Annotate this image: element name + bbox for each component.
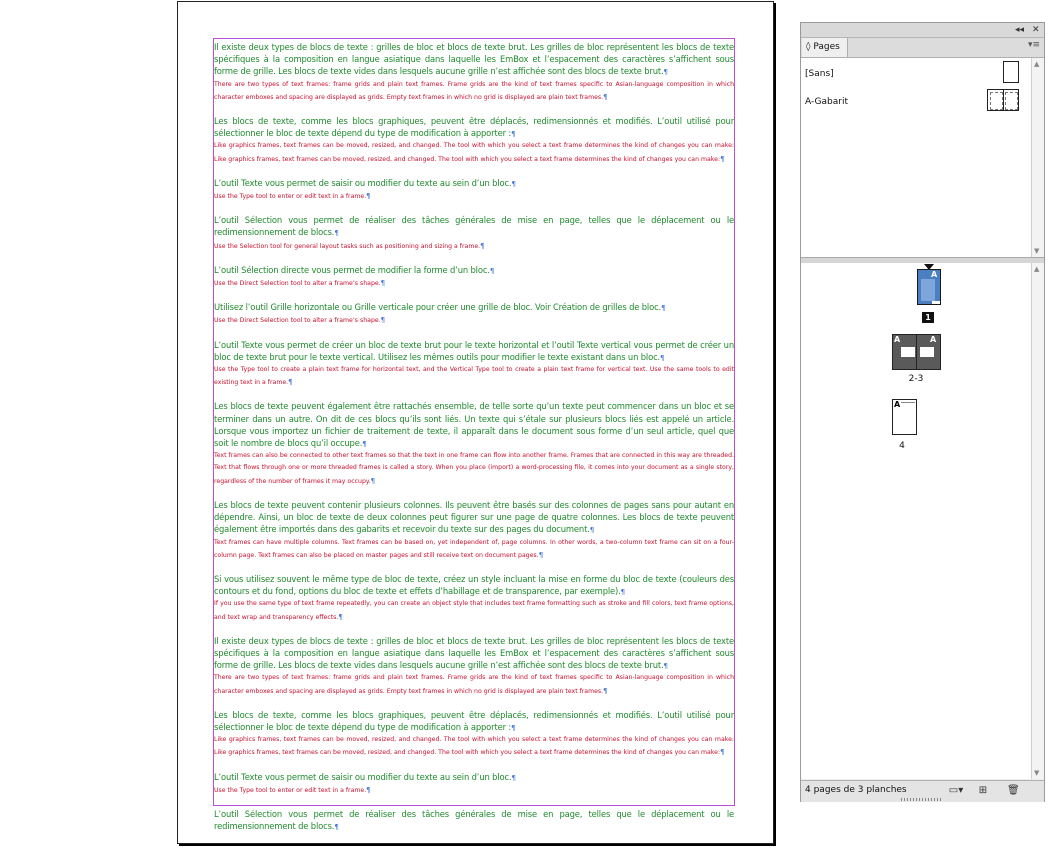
french-text: L’outil Texte vous permet de saisir ou modifier du texte au sein d’un bloc. [214,177,512,188]
french-paragraph[interactable] [214,709,734,734]
tab-pages-label: Pages [813,42,840,52]
english-paragraph[interactable] [214,140,734,165]
master-thumb-a-gabarit[interactable] [987,89,1019,111]
document-page [177,1,774,844]
english-text: Use the Direct Selection tool to alter a frame’s shape. [214,280,381,288]
french-text: Les blocs de texte peuvent contenir plusieurs colonnes. Ils peuvent être basés sur des colonnes de pages sans pour autant en dépendre. Ainsi, un bloc de texte de deux colonnes peut figurer sur une page de quatre colonnes. Les blocs de texte peuvent également être importés dans des gabarits et recevoir du texte sur des pages du document. [214,499,734,535]
english-paragraph[interactable] [214,240,734,253]
french-paragraph[interactable] [214,400,734,450]
panel-tab-bar [801,38,1044,58]
french-paragraph[interactable] [214,214,734,239]
french-paragraph[interactable] [214,573,734,598]
french-text: L’outil Texte vous permet de créer un bloc de texte brut pour le texte horizontal et l’outil Texte vertical vous permet de créer un bloc de texte brut pour le texte vertical. Utilisez les mêmes outils pour modifier le texte existant dans un bloc. [214,339,734,362]
paragraph-pair [214,264,734,290]
english-paragraph[interactable] [214,734,734,759]
paragraph-pair [214,339,734,390]
english-paragraph[interactable] [214,450,734,488]
page-thumb-1[interactable] [917,269,941,305]
pilcrow-mark: ¶ [511,130,516,139]
french-paragraph[interactable] [214,499,734,537]
english-text: Use the Direct Selection tool to alter a frame’s shape. [214,317,381,325]
english-text: Use the Type tool to enter or edit text in a frame. [214,193,367,201]
french-text: L’outil Sélection vous permet de réaliser des tâches générales de mise en page, telles que le déplacement ou le redimensionnement de blocs. [214,215,734,238]
master-thumb-none[interactable] [1003,61,1019,83]
master-letter: A [931,270,938,279]
pilcrow-mark: ¶ [366,785,371,794]
text-frame[interactable] [213,38,735,832]
resize-grip[interactable] [901,798,941,801]
paragraph-pair [214,301,734,327]
page-thumb-2[interactable] [892,334,917,370]
pilcrow-mark: ¶ [663,68,668,77]
french-paragraph[interactable] [214,264,734,277]
english-paragraph[interactable] [214,537,734,562]
french-paragraph[interactable] [214,808,734,833]
pilcrow-mark: ¶ [334,229,339,238]
paragraph-pair [214,499,734,562]
english-paragraph[interactable] [214,79,734,104]
english-text: There are two types of text frames: frame grids and plain text frames. Frame grids are the kind of text frames specific to Asian-language composition in which character emboxes and spacing are displayed as grids. Empty text frames in which no grid is displayed are plain text frames. [214,674,734,695]
pages-panel [800,22,1045,802]
english-text: Text frames can also be connected to other text frames so that the text in one frame can flow into another frame. Frames that are connected in this way are threaded. Text that flows through one or more threaded frames is called a story. When you place (import) a word-processing file, it comes into your document as a single story, regardless of the number of frames it may occupy. [214,452,734,485]
pilcrow-mark: ¶ [603,92,608,101]
page-thumb-4[interactable] [892,399,917,435]
pilcrow-mark: ¶ [603,686,608,695]
english-text: Use the Type tool to create a plain text frame for horizontal text, and the Vertical Type tool to create a plain text frame for vertical text. Use the same tools to edit existing text in a frame. [214,366,734,387]
master-letter: A [894,335,901,344]
double-chevron-left-icon[interactable]: ◂◂ [1015,25,1025,35]
french-text: Si vous utilisez souvent le même type de bloc de texte, créez un style incluant la mise en forme du bloc de texte (couleurs des contours et du fond, options du bloc de texte et effets d’habillage et de transparence, par exemple). [214,573,734,597]
pages-section [801,263,1031,779]
french-paragraph[interactable] [214,41,734,79]
paragraph-pair [214,709,734,760]
english-text: Use the Selection tool for general layout tasks such as positioning and sizing a frame. [214,242,481,250]
english-paragraph[interactable] [214,672,734,697]
pilcrow-mark: ¶ [720,154,725,163]
english-text: Like graphics frames, text frames can be moved, resized, and changed. The tool with which you select a text frame determines the kind of changes you can make: Like graphics frames, text frames can be moved, resized, and changed. The tool with which you select a text frame determines the kind of changes you can make: [214,142,734,163]
pilcrow-mark: ¶ [480,241,485,250]
paragraph-pair [214,808,734,833]
pilcrow-mark: ¶ [288,378,293,387]
pilcrow-mark: ¶ [720,748,725,757]
english-text: If you use the same type of text frame repeatedly, you can create an object style that includes text frame formatting such as stroke and fill colors, text frame options, and text wrap and transparency effects. [214,600,734,621]
pilcrow-mark: ¶ [380,279,386,288]
page-label-1[interactable]: 1 [922,312,934,323]
pilcrow-mark: ¶ [511,773,516,782]
paragraph-pair [214,214,734,253]
master-item-none[interactable] [805,69,834,79]
french-text: Il existe deux types de blocs de texte : grilles de bloc et blocs de texte brut. Les grilles de bloc représentent les blocs de texte spécifiques à la composition en langue asiatique dans laquelle les EmBox et l’espacement des caractères s’affichent sous forme de grille. Les blocs de texte vides dans lesquels aucune grille n’est affichée sont des blocs de texte brut. [214,635,734,671]
english-paragraph[interactable] [214,784,734,797]
english-paragraph[interactable] [214,364,734,389]
panel-menu-icon[interactable]: ▾≡ [1027,40,1040,50]
new-page-icon[interactable]: ⊞ [978,785,988,796]
pilcrow-mark: ¶ [366,192,371,201]
pilcrow-mark: ¶ [511,723,516,732]
french-text: Il existe deux types de blocs de texte : grilles de bloc et blocs de texte brut. Les grilles de bloc représentent les blocs de texte spécifiques à la composition en langue asiatique dans laquelle les EmBox et l’espacement des caractères s’affichent sous forme de grille. Les blocs de texte vides dans lesquels aucune grille n’est affichée sont des blocs de texte brut. [214,42,734,77]
paragraph-pair [214,41,734,104]
english-paragraph[interactable] [214,314,734,327]
paragraph-pair [214,400,734,487]
french-text: Les blocs de texte peuvent également être rattachés ensemble, de telle sorte qu’un texte peut commencer dans un bloc et se terminer dans un autre. On dit de ces blocs qu’ils sont liés. Un texte qui s’étale sur plusieurs blocs liés est appelé un article. Lorsque vous importez un fichier de traitement de texte, il apparaît dans le document sous forme d’un seul article, quel que soit le nombre de blocs qu’il occupe. [214,401,734,449]
pages-scrollbar[interactable]: ▲ ▼ [1031,263,1044,779]
french-text: Les blocs de texte, comme les blocs graphiques, peuvent être déplacés, redimensionnés et modifiés. L’outil utilisé pour sélectionner le bloc de texte dépend du type de modification à apporter : [214,709,734,732]
pilcrow-mark: ¶ [370,476,376,485]
masters-section [801,58,1031,257]
trash-icon[interactable]: 🗑 [1007,785,1020,796]
pilcrow-mark: ¶ [660,353,665,362]
english-paragraph[interactable] [214,598,734,623]
french-text: L’outil Texte vous permet de saisir ou modifier du texte au sein d’un bloc. [214,771,512,782]
panel-title-bar [801,23,1044,38]
panel-status-bar [801,780,1044,802]
status-text: 4 pages de 3 planches [805,785,907,795]
english-text: Like graphics frames, text frames can be moved, resized, and changed. The tool with which you select a text frame determines the kind of changes you can make: Like graphics frames, text frames can be moved, resized, and changed. The tool with which you select a text frame determines the kind of changes you can make: [214,736,734,757]
pilcrow-mark: ¶ [589,526,595,535]
tab-pages[interactable] [802,38,848,57]
master-label: A-Gabarit [805,97,848,107]
paragraph-pair [214,635,734,698]
french-text: L’outil Sélection vous permet de réaliser des tâches générales de mise en page, telles que le déplacement ou le redimensionnement de blocs. [214,808,734,832]
pilcrow-mark: ¶ [511,179,516,188]
french-paragraph[interactable] [214,771,734,784]
pilcrow-mark: ¶ [489,266,495,275]
pilcrow-mark: ¶ [663,662,668,671]
pilcrow-mark: ¶ [362,440,367,449]
pilcrow-mark: ¶ [620,588,625,597]
english-text: Use the Type tool to enter or edit text in a frame. [214,786,367,794]
page-size-icon[interactable]: ▭▾ [948,785,964,796]
french-paragraph[interactable] [214,115,734,140]
pilcrow-mark: ¶ [661,304,666,313]
master-letter: A [930,335,937,344]
paragraph-pair [214,177,734,203]
pilcrow-mark: ¶ [334,823,339,832]
french-paragraph[interactable] [214,301,734,314]
master-item-a-gabarit[interactable] [805,97,848,107]
french-paragraph[interactable] [214,339,734,364]
page-thumb-3[interactable] [916,334,941,370]
tab-arrows-icon: ◊ [806,42,811,52]
french-paragraph[interactable] [214,635,734,673]
pilcrow-mark: ¶ [380,316,386,325]
paragraph-pair [214,115,734,166]
english-paragraph[interactable] [214,277,734,290]
french-text: Utilisez l’outil Grille horizontale ou Grille verticale pour créer une grille de bloc. Voir Création de grilles de bloc. [214,302,662,313]
paragraph-pair [214,771,734,797]
page-label-2-3[interactable]: 2-3 [908,374,924,384]
paragraph-pair [214,573,734,624]
master-label: [Sans] [805,69,834,79]
english-text: There are two types of text frames: frame grids and plain text frames. Frame grids are the kind of text frames specific to Asian-language composition in which character emboxes and spacing are displayed as grids. Empty text frames in which no grid is displayed are plain text frames. [214,80,734,101]
masters-scrollbar[interactable]: ▲ ▼ [1031,58,1044,257]
french-text: L’outil Sélection directe vous permet de modifier la forme d’un bloc. [214,264,490,275]
english-text: Text frames can have multiple columns. Text frames can be based on, yet independent of, page columns. In other words, a two-column text frame can sit on a four-column page. Text frames can also be placed on master pages and still receive text on document pages. [214,538,734,559]
french-paragraph[interactable] [214,177,734,190]
page-label-4[interactable]: 4 [899,441,905,451]
french-text: Les blocs de texte, comme les blocs graphiques, peuvent être déplacés, redimensionnés et modifiés. L’outil utilisé pour sélectionner le bloc de texte dépend du type de modification à apporter : [214,116,734,139]
pilcrow-mark: ¶ [538,550,544,559]
master-letter: A [894,400,901,409]
close-icon[interactable]: ✕ [1032,25,1040,35]
english-paragraph[interactable] [214,190,734,203]
pilcrow-mark: ¶ [338,612,343,621]
